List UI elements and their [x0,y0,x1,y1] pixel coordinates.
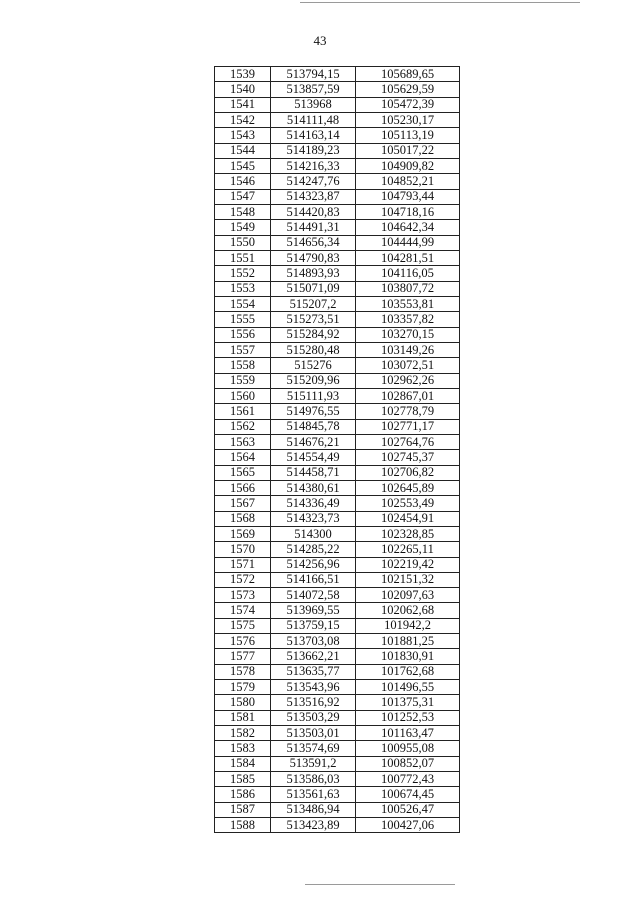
table-row [215,250,460,265]
x-coordinate-cell: 514893,93 [271,266,356,281]
point-number-cell: 1564 [215,450,271,465]
point-number-cell: 1546 [215,174,271,189]
y-coordinate-cell: 102778,79 [356,404,460,419]
point-number-cell: 1554 [215,296,271,311]
y-coordinate-cell: 100955,08 [356,741,460,756]
point-number-cell: 1588 [215,818,271,833]
point-number-cell: 1544 [215,143,271,158]
x-coordinate-cell: 515284,92 [271,327,356,342]
y-coordinate-cell: 104909,82 [356,158,460,173]
y-coordinate-cell: 101252,53 [356,710,460,725]
table-row [215,143,460,158]
table-row [215,312,460,327]
point-number-cell: 1575 [215,618,271,633]
point-number-cell: 1555 [215,312,271,327]
y-coordinate-cell: 103149,26 [356,342,460,357]
point-number-cell: 1565 [215,465,271,480]
point-number-cell: 1558 [215,358,271,373]
y-coordinate-cell: 103072,51 [356,358,460,373]
x-coordinate-cell: 514285,22 [271,542,356,557]
y-coordinate-cell: 104116,05 [356,266,460,281]
x-coordinate-cell: 514676,21 [271,434,356,449]
x-coordinate-cell: 513857,59 [271,82,356,97]
table-row [215,511,460,526]
y-coordinate-cell: 105472,39 [356,97,460,112]
x-coordinate-cell: 514247,76 [271,174,356,189]
table-row [215,741,460,756]
y-coordinate-cell: 101830,91 [356,649,460,664]
y-coordinate-cell: 104281,51 [356,250,460,265]
table-row [215,434,460,449]
y-coordinate-cell: 101375,31 [356,695,460,710]
x-coordinate-cell: 514072,58 [271,588,356,603]
table-row [215,174,460,189]
point-number-cell: 1574 [215,603,271,618]
y-coordinate-cell: 105689,65 [356,67,460,82]
table-row [215,695,460,710]
page-number: 43 [313,33,327,48]
y-coordinate-cell: 103553,81 [356,296,460,311]
y-coordinate-cell: 104642,34 [356,220,460,235]
table-row [215,327,460,342]
table-row [215,603,460,618]
point-number-cell: 1539 [215,67,271,82]
table-row [215,465,460,480]
top-rule [300,2,580,3]
table-row [215,557,460,572]
table-row [215,572,460,587]
y-coordinate-cell: 103270,15 [356,327,460,342]
y-coordinate-cell: 105017,22 [356,143,460,158]
y-coordinate-cell: 104444,99 [356,235,460,250]
table-row [215,496,460,511]
point-number-cell: 1552 [215,266,271,281]
point-number-cell: 1549 [215,220,271,235]
point-number-cell: 1567 [215,496,271,511]
table-row [215,204,460,219]
point-number-cell: 1572 [215,572,271,587]
point-number-cell: 1562 [215,419,271,434]
x-coordinate-cell: 513543,96 [271,680,356,695]
bottom-rule [305,884,455,885]
y-coordinate-cell: 104793,44 [356,189,460,204]
table-row [215,787,460,802]
y-coordinate-cell: 105230,17 [356,112,460,127]
x-coordinate-cell: 513574,69 [271,741,356,756]
point-number-cell: 1540 [215,82,271,97]
table-row [215,128,460,143]
x-coordinate-cell: 514491,31 [271,220,356,235]
y-coordinate-cell: 105113,19 [356,128,460,143]
x-coordinate-cell: 513968 [271,97,356,112]
point-number-cell: 1566 [215,480,271,495]
y-coordinate-cell: 102454,91 [356,511,460,526]
x-coordinate-cell: 513423,89 [271,818,356,833]
table-row [215,818,460,833]
x-coordinate-cell: 514189,23 [271,143,356,158]
x-coordinate-cell: 513662,21 [271,649,356,664]
point-number-cell: 1569 [215,526,271,541]
point-number-cell: 1561 [215,404,271,419]
x-coordinate-cell: 513635,77 [271,664,356,679]
table-row [215,588,460,603]
table-row [215,772,460,787]
table-row [215,802,460,817]
table-row [215,358,460,373]
point-number-cell: 1543 [215,128,271,143]
table-row [215,618,460,633]
x-coordinate-cell: 514845,78 [271,419,356,434]
point-number-cell: 1576 [215,634,271,649]
x-coordinate-cell: 513759,15 [271,618,356,633]
point-number-cell: 1580 [215,695,271,710]
y-coordinate-cell: 102151,32 [356,572,460,587]
point-number-cell: 1579 [215,680,271,695]
point-number-cell: 1583 [215,741,271,756]
point-number-cell: 1556 [215,327,271,342]
y-coordinate-cell: 103357,82 [356,312,460,327]
y-coordinate-cell: 101942,2 [356,618,460,633]
y-coordinate-cell: 100772,43 [356,772,460,787]
coordinates-table [214,66,460,833]
y-coordinate-cell: 101762,68 [356,664,460,679]
x-coordinate-cell: 514216,33 [271,158,356,173]
point-number-cell: 1548 [215,204,271,219]
y-coordinate-cell: 102062,68 [356,603,460,618]
y-coordinate-cell: 102962,26 [356,373,460,388]
y-coordinate-cell: 102745,37 [356,450,460,465]
x-coordinate-cell: 513969,55 [271,603,356,618]
x-coordinate-cell: 513794,15 [271,67,356,82]
y-coordinate-cell: 102097,63 [356,588,460,603]
coordinates-table-body [215,67,460,833]
table-row [215,82,460,97]
y-coordinate-cell: 103807,72 [356,281,460,296]
point-number-cell: 1570 [215,542,271,557]
table-row [215,388,460,403]
x-coordinate-cell: 513561,63 [271,787,356,802]
point-number-cell: 1587 [215,802,271,817]
y-coordinate-cell: 100852,07 [356,756,460,771]
table-row [215,342,460,357]
x-coordinate-cell: 515111,93 [271,388,356,403]
x-coordinate-cell: 514111,48 [271,112,356,127]
x-coordinate-cell: 513486,94 [271,802,356,817]
y-coordinate-cell: 102553,49 [356,496,460,511]
table-row [215,296,460,311]
x-coordinate-cell: 514554,49 [271,450,356,465]
x-coordinate-cell: 513591,2 [271,756,356,771]
table-row [215,67,460,82]
x-coordinate-cell: 514656,34 [271,235,356,250]
y-coordinate-cell: 101496,55 [356,680,460,695]
table-row [215,97,460,112]
point-number-cell: 1550 [215,235,271,250]
table-row [215,419,460,434]
y-coordinate-cell: 102706,82 [356,465,460,480]
point-number-cell: 1557 [215,342,271,357]
y-coordinate-cell: 100674,45 [356,787,460,802]
table-row [215,526,460,541]
point-number-cell: 1542 [215,112,271,127]
x-coordinate-cell: 513503,01 [271,726,356,741]
y-coordinate-cell: 100427,06 [356,818,460,833]
point-number-cell: 1541 [215,97,271,112]
point-number-cell: 1571 [215,557,271,572]
x-coordinate-cell: 514163,14 [271,128,356,143]
y-coordinate-cell: 104718,16 [356,204,460,219]
table-row [215,158,460,173]
y-coordinate-cell: 101163,47 [356,726,460,741]
x-coordinate-cell: 514323,73 [271,511,356,526]
point-number-cell: 1582 [215,726,271,741]
point-number-cell: 1585 [215,772,271,787]
y-coordinate-cell: 102219,42 [356,557,460,572]
point-number-cell: 1545 [215,158,271,173]
x-coordinate-cell: 515071,09 [271,281,356,296]
point-number-cell: 1559 [215,373,271,388]
y-coordinate-cell: 104852,21 [356,174,460,189]
table-row [215,189,460,204]
table-row [215,726,460,741]
x-coordinate-cell: 514166,51 [271,572,356,587]
x-coordinate-cell: 514458,71 [271,465,356,480]
table-row [215,649,460,664]
point-number-cell: 1573 [215,588,271,603]
x-coordinate-cell: 514300 [271,526,356,541]
table-row [215,266,460,281]
y-coordinate-cell: 102328,85 [356,526,460,541]
x-coordinate-cell: 514420,83 [271,204,356,219]
x-coordinate-cell: 513516,92 [271,695,356,710]
point-number-cell: 1547 [215,189,271,204]
point-number-cell: 1578 [215,664,271,679]
x-coordinate-cell: 514976,55 [271,404,356,419]
point-number-cell: 1584 [215,756,271,771]
point-number-cell: 1568 [215,511,271,526]
y-coordinate-cell: 102265,11 [356,542,460,557]
table-row [215,664,460,679]
y-coordinate-cell: 102764,76 [356,434,460,449]
x-coordinate-cell: 513586,03 [271,772,356,787]
x-coordinate-cell: 515273,51 [271,312,356,327]
table-row [215,680,460,695]
y-coordinate-cell: 102645,89 [356,480,460,495]
table-row [215,373,460,388]
table-row [215,220,460,235]
point-number-cell: 1581 [215,710,271,725]
y-coordinate-cell: 101881,25 [356,634,460,649]
x-coordinate-cell: 514256,96 [271,557,356,572]
point-number-cell: 1563 [215,434,271,449]
table-row [215,450,460,465]
point-number-cell: 1553 [215,281,271,296]
table-row [215,634,460,649]
x-coordinate-cell: 514323,87 [271,189,356,204]
x-coordinate-cell: 514790,83 [271,250,356,265]
table-row [215,542,460,557]
x-coordinate-cell: 514336,49 [271,496,356,511]
x-coordinate-cell: 513503,29 [271,710,356,725]
x-coordinate-cell: 515276 [271,358,356,373]
table-row [215,281,460,296]
table-row [215,756,460,771]
point-number-cell: 1586 [215,787,271,802]
y-coordinate-cell: 102771,17 [356,419,460,434]
y-coordinate-cell: 102867,01 [356,388,460,403]
y-coordinate-cell: 100526,47 [356,802,460,817]
table-row [215,235,460,250]
point-number-cell: 1577 [215,649,271,664]
table-row [215,404,460,419]
point-number-cell: 1560 [215,388,271,403]
y-coordinate-cell: 105629,59 [356,82,460,97]
x-coordinate-cell: 515207,2 [271,296,356,311]
x-coordinate-cell: 514380,61 [271,480,356,495]
table-row [215,710,460,725]
x-coordinate-cell: 513703,08 [271,634,356,649]
x-coordinate-cell: 515209,96 [271,373,356,388]
table-row [215,112,460,127]
table-row [215,480,460,495]
point-number-cell: 1551 [215,250,271,265]
x-coordinate-cell: 515280,48 [271,342,356,357]
